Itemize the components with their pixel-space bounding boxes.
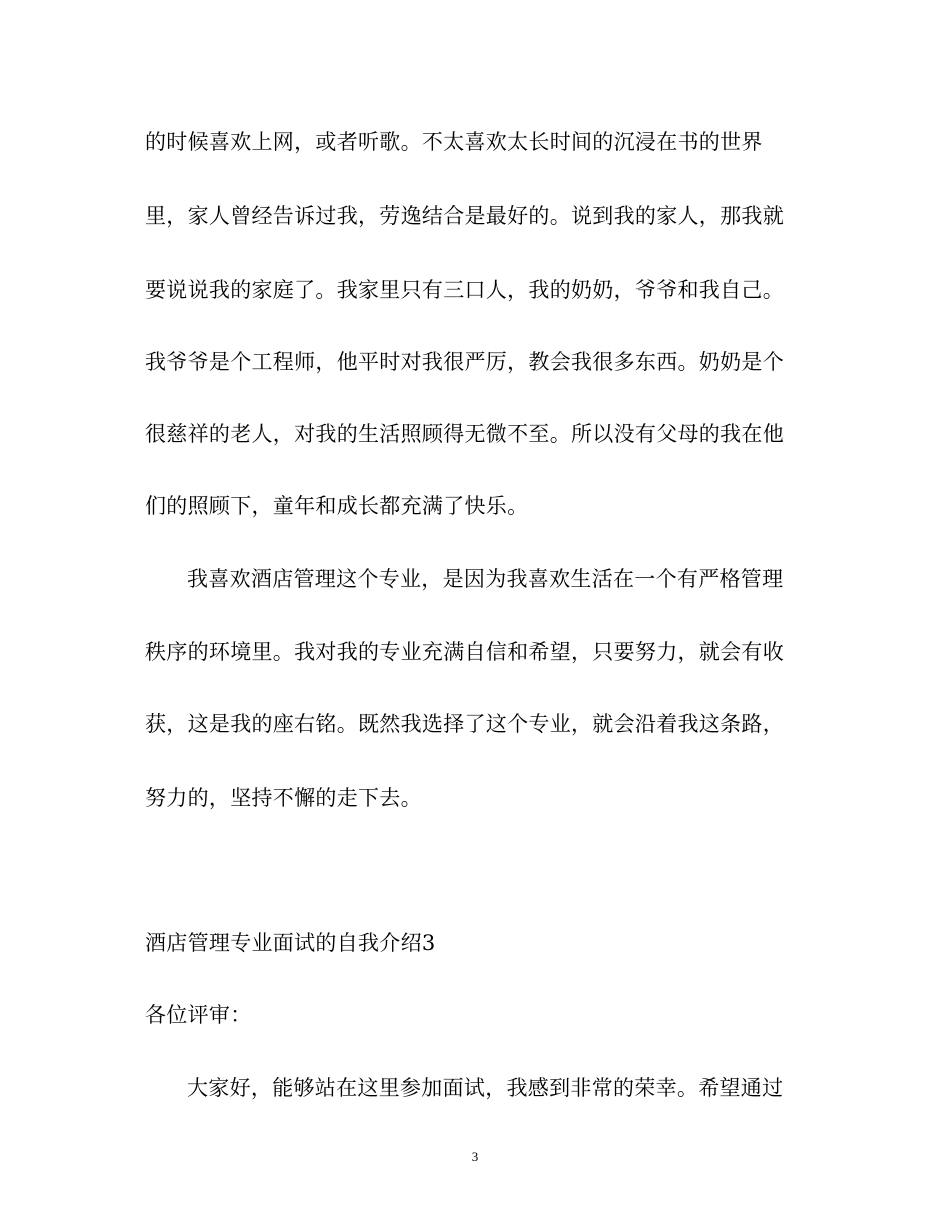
salutation: 各位评审： <box>145 1003 252 1027</box>
paragraph-line: 里，家人曾经告诉过我，劳逸结合是最好的。说到我的家人，那我就 <box>145 204 784 228</box>
paragraph-line: 的时候喜欢上网，或者听歌。不太喜欢太长时间的沉浸在书的世界 <box>145 130 763 154</box>
paragraph-line: 我爷爷是个工程师，他平时对我很严厉，教会我很多东西。奶奶是个 <box>145 350 784 374</box>
section-title: 酒店管理专业面试的自我介绍3 <box>145 931 436 955</box>
paragraph-line: 我喜欢酒店管理这个专业，是因为我喜欢生活在一个有严格管理 <box>187 567 784 591</box>
paragraph-line: 努力的，坚持不懈的走下去。 <box>145 786 422 810</box>
paragraph-line: 获，这是我的座右铭。既然我选择了这个专业，就会沿着我这条路， <box>145 712 784 736</box>
paragraph-line: 要说说我的家庭了。我家里只有三口人，我的奶奶，爷爷和我自己。 <box>145 278 784 302</box>
paragraph-line: 秩序的环境里。我对我的专业充满自信和希望，只要努力，就会有收 <box>145 640 784 664</box>
paragraph-line: 们的照顾下，童年和成长都充满了快乐。 <box>145 494 529 518</box>
page-number: 3 <box>471 1149 479 1164</box>
paragraph-line: 大家好，能够站在这里参加面试，我感到非常的荣幸。希望通过 <box>187 1076 784 1100</box>
paragraph-line: 很慈祥的老人，对我的生活照顾得无微不至。所以没有父母的我在他 <box>145 422 784 446</box>
